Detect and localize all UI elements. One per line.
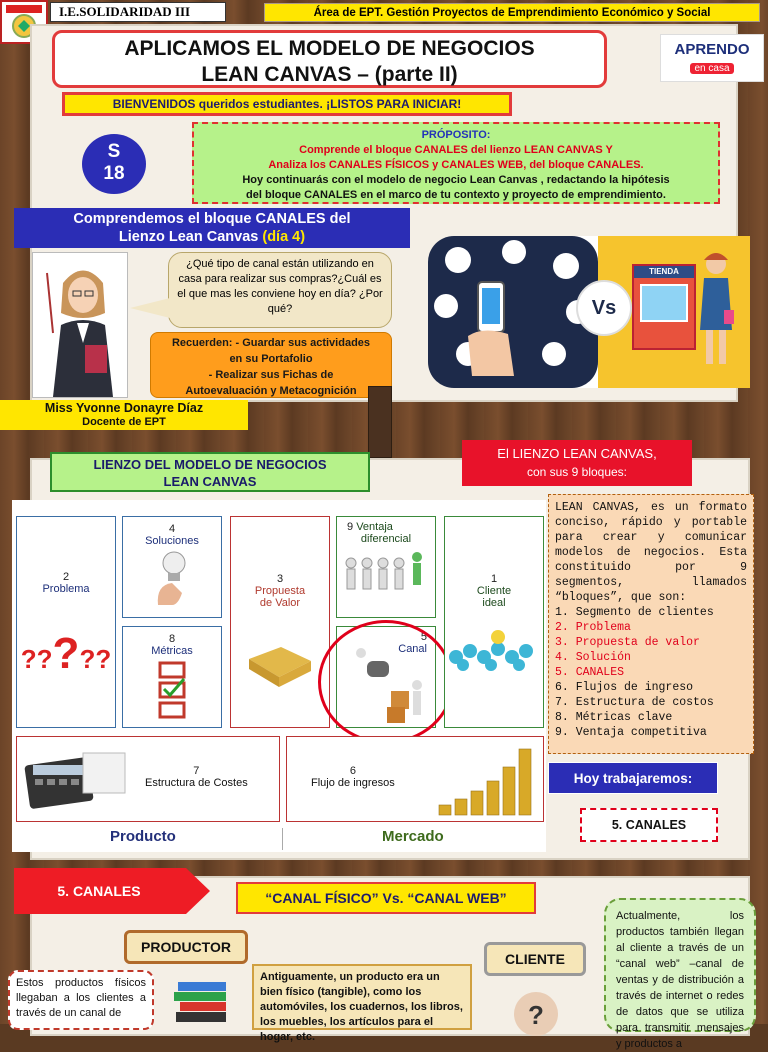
cell-number: 4 <box>168 523 176 535</box>
session-badge <box>82 134 146 194</box>
purpose-line-1: Comprende el bloque CANALES del lienzo LEAN CANVAS Y <box>299 144 613 156</box>
reminder-line-2: en su Portafolio <box>229 353 313 365</box>
reminder-line-3: - Realizar sus Fichas de <box>208 369 334 381</box>
list-item: 6. Flujos de ingreso <box>555 681 694 694</box>
session-number: 18 <box>103 163 125 184</box>
mercado-label: Mercado <box>382 828 444 845</box>
page-title <box>52 30 607 88</box>
books-icon <box>168 972 240 1028</box>
question-bubble: ¿Qué tipo de canal están utilizando en casa para realizar sus compras?¿Cuál es el que mas les conviene hoy en día? ¿Por qué? <box>168 252 392 328</box>
reminder-box <box>150 332 392 398</box>
lean-canvas-diagram <box>12 500 546 852</box>
logo-line-1: APRENDO <box>674 41 750 58</box>
cell-problema <box>16 516 116 728</box>
gift-icon <box>245 639 315 689</box>
block-title-line-1: Comprendemos el bloque CANALES del <box>73 211 351 227</box>
svg-text:?: ? <box>528 1000 544 1030</box>
purpose-box <box>192 122 720 204</box>
reminder-line-4: Autoevaluación y Metacognición <box>185 385 357 397</box>
area-banner: Área de EPT. Gestión Proyectos de Emprendimiento Económico y Social <box>264 3 760 22</box>
list-item: 3. Propuesta de valor <box>555 636 700 649</box>
description-intro: LEAN CANVAS, es un formato conciso, rápido y portable para crear y comunicar modelos de negocios. Esta constituido por 9 segmentos, llamados “bloques”, que son: <box>555 501 747 604</box>
cell-ingresos <box>286 736 544 822</box>
producto-label: Producto <box>110 828 176 845</box>
cell-number: 5 <box>420 631 427 643</box>
teacher-name-box <box>0 400 248 430</box>
vs-badge: Vs <box>576 280 632 336</box>
cell-costes <box>16 736 280 822</box>
cell-propuesta <box>230 516 330 728</box>
school-name: I.E.SOLIDARIDAD III <box>50 2 226 22</box>
title-line-2: LEAN CANVAS – (parte II) <box>201 63 458 86</box>
cell-label-2: ideal <box>482 597 506 609</box>
welcome-banner: BIENVENIDOS queridos estudiantes. ¡LISTOS PARA INICIAR! <box>62 92 512 116</box>
teacher-illustration <box>32 252 128 398</box>
cell-ventaja <box>336 516 436 618</box>
canales-tab-label: 5. CANALES <box>57 883 141 899</box>
list-item: 8. Métricas clave <box>555 711 673 724</box>
cell-number: 1 <box>490 573 498 585</box>
list-item: 1. Segmento de clientes <box>555 606 714 619</box>
coin-stacks-icon <box>435 739 539 819</box>
canvas-heading-line-2: LEAN CANVAS <box>163 474 257 489</box>
divider <box>282 828 283 850</box>
figures-icon <box>341 545 433 601</box>
web-channel-text: Actualmente, los productos también llegan al cliente a través de un “canal web” –canal de ventas y de distribución a través de internet o redes de datos que se utiliza para transmitir mensajes y productos a <box>604 898 756 1032</box>
question-marks-icon: ????? <box>20 629 112 678</box>
canvas-heading <box>50 452 370 492</box>
teacher-name: Miss Yvonne Donayre Díaz <box>44 401 204 415</box>
cell-label-1: Propuesta <box>254 585 306 597</box>
productor-label: PRODUCTOR <box>124 930 248 964</box>
list-item: 2. Problema <box>555 621 631 634</box>
cell-label: Soluciones <box>145 535 199 547</box>
store-sign: TIENDA <box>634 266 694 278</box>
cell-number: 6 <box>349 765 356 777</box>
cliente-label: CLIENTE <box>484 942 586 976</box>
block-title <box>14 208 410 248</box>
client-question-icon <box>498 984 574 1028</box>
aprendo-en-casa-logo <box>660 34 764 82</box>
list-item: 9. Ventaja competitiva <box>555 726 707 739</box>
cell-number: 7 <box>193 765 200 777</box>
list-item: 5. CANALES <box>555 666 625 679</box>
logo-line-2: en casa <box>690 63 733 74</box>
block-title-day: (día 4) <box>262 229 306 245</box>
calculator-icon <box>23 747 127 813</box>
cell-label: Problema <box>42 583 90 595</box>
purpose-line-2: Analiza los CANALES FÍSICOS y CANALES WEB, del bloque CANALES. <box>268 159 644 171</box>
cell-label: Estructura de Costes <box>145 777 248 789</box>
cell-label-2: diferencial <box>360 533 412 545</box>
list-item: 4. Solución <box>555 651 631 664</box>
cell-label-2: de Valor <box>259 597 301 609</box>
canales-tab <box>14 868 210 914</box>
physical-channel-text: Estos productos físicos llegaban a los clientes a través de un canal de <box>8 970 154 1030</box>
cell-label: Flujo de ingresos <box>311 777 395 789</box>
cell-label: Métricas <box>151 645 193 657</box>
shopper-icon <box>698 250 734 368</box>
cell-label-1: Ventaja <box>356 521 393 533</box>
cell-label-1: Cliente <box>476 585 512 597</box>
purpose-line-3: Hoy continuarás con el modelo de negocio Lean Canvas , redactando la hipótesis <box>242 174 670 186</box>
cell-number: 3 <box>276 573 284 585</box>
session-letter: S <box>107 141 121 162</box>
cell-number: 9 <box>347 521 354 533</box>
bubble-tail-icon <box>130 298 170 318</box>
red-title-line-2: con sus 9 bloques: <box>526 465 628 479</box>
title-line-1: APLICAMOS EL MODELO DE NEGOCIOS <box>124 37 535 60</box>
spacer <box>552 552 652 553</box>
board-post <box>368 386 392 458</box>
cell-cliente <box>444 516 544 728</box>
crowd-icon <box>448 623 540 669</box>
cell-label: Canal <box>398 643 427 655</box>
past-product-text: Antiguamente, un producto era un bien físico (tangible), como los automóviles, los cuadernos, los libros, los muebles, los artículos para el hogar, etc. <box>252 964 472 1030</box>
canvas-heading-line-1: LIENZO DEL MODELO DE NEGOCIOS <box>93 457 327 472</box>
cell-soluciones <box>122 516 222 618</box>
cell-number: 2 <box>62 571 70 583</box>
vs-scene <box>428 236 750 388</box>
today-topic: 5. CANALES <box>580 808 718 842</box>
canal-highlight-circle <box>318 620 454 744</box>
teacher-role: Docente de EPT <box>82 416 166 428</box>
lean-canvas-description <box>548 494 754 754</box>
lightbulb-icon <box>152 549 192 605</box>
block-title-line-2: Lienzo Lean Canvas <box>118 229 263 245</box>
channel-compare-title: “CANAL FÍSICO” Vs. “CANAL WEB” <box>236 882 536 914</box>
purpose-heading: PRÓPOSITO: <box>421 129 491 141</box>
purpose-line-4: del bloque CANALES en el marco de tu contexto y proyecto de emprendimiento. <box>246 189 666 201</box>
list-item: 7. Estructura de costos <box>555 696 714 709</box>
cell-number: 8 <box>168 633 176 645</box>
store-icon <box>632 264 696 350</box>
reminder-line-1: Recuerden: - Guardar sus actividades <box>171 337 371 349</box>
checklist-icon <box>154 661 190 719</box>
lean-canvas-red-title <box>462 440 692 486</box>
today-label: Hoy trabajaremos: <box>548 762 718 794</box>
cell-metricas <box>122 626 222 728</box>
red-title-line-1: El LIENZO LEAN CANVAS, <box>497 446 657 461</box>
